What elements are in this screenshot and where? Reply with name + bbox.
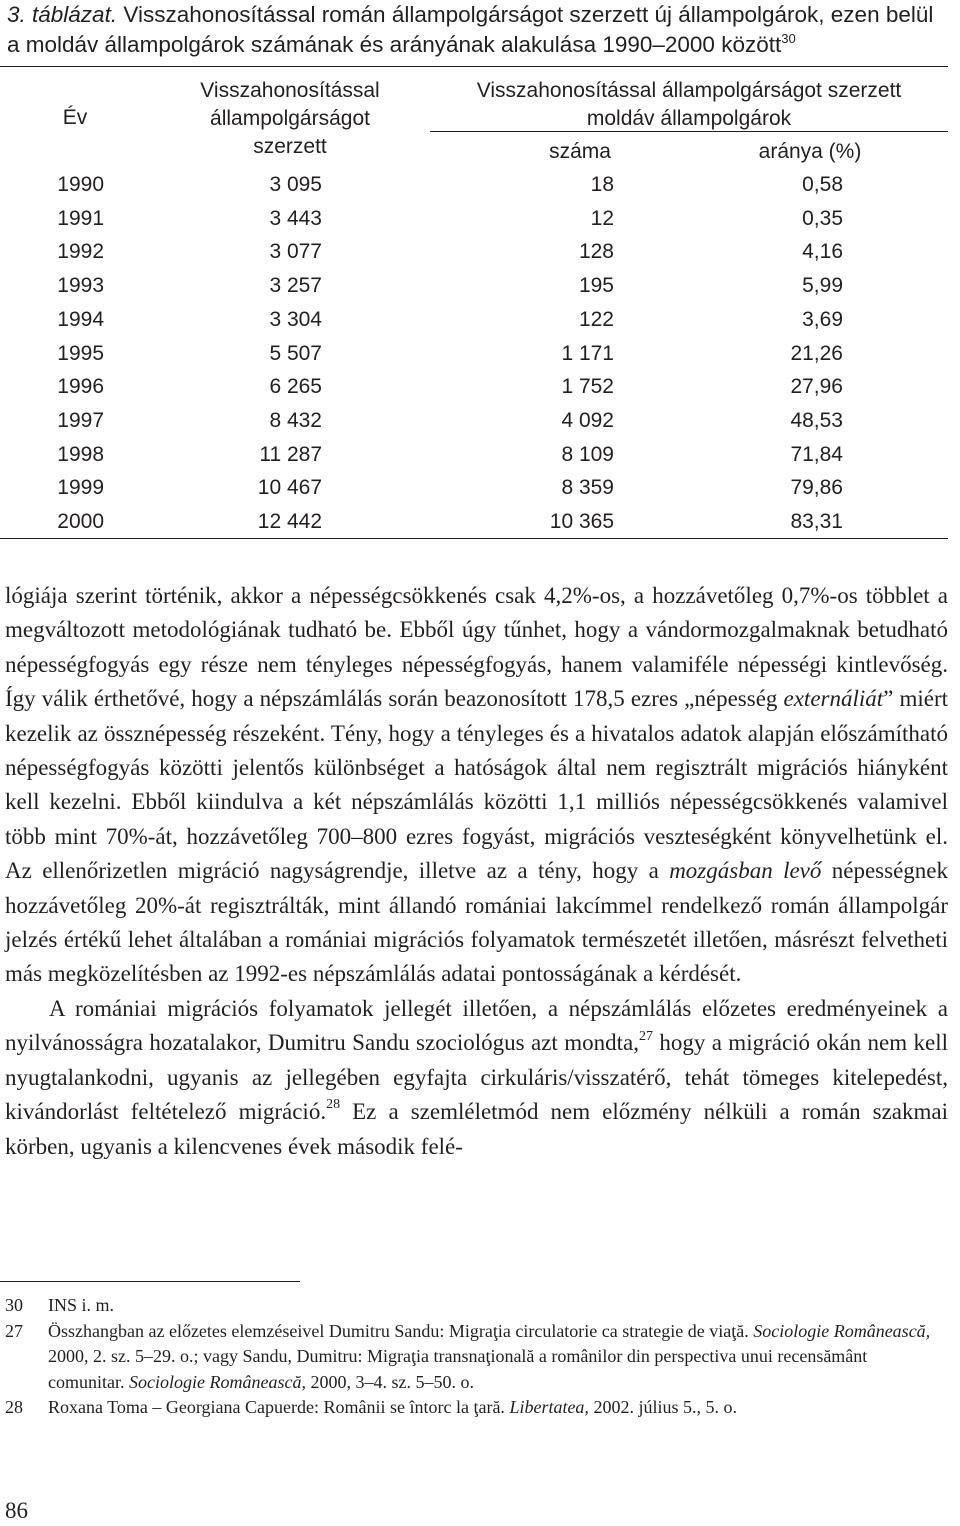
footnote-italic: Libertatea, <box>509 1397 589 1417</box>
cell-year: 1997 <box>57 408 104 432</box>
cell-year: 1999 <box>57 476 104 500</box>
table-row <box>0 370 948 404</box>
p1-italic-1: externáliát <box>783 686 884 712</box>
cell-total: 3 257 <box>269 274 322 298</box>
p1-text-a: lógiája szerint történik, akkor a népességcsökkenés csak 4,2%-os, a hozzávetőleg 0,7%-os többlet a megváltozott metodológiának tudható be. Ebből úgy tűnhet, hogy a vándormozgalmaknak betudható népességfogyás egy része nem tényleges népességfogyás, hanem valamiféle népességi kintlevőség. Így válik érthetővé, hogy a népszámlálás során beazonosított 178,5 ezres „népesség <box>5 583 948 712</box>
p2-text-a: A romániai migrációs folyamatok jellegét illetően, a népszámlálás előzetes eredményeinek a nyilvánosságra hozatalakor, Dumitru Sandu szociológus azt mondta, <box>5 995 948 1056</box>
cell-count: 4 092 <box>561 408 614 432</box>
table-row <box>0 303 948 337</box>
cell-total: 3 077 <box>269 240 322 264</box>
header-moldova-line2: moldáv állampolgárok <box>586 107 792 130</box>
page-number: 86 <box>5 1498 28 1523</box>
paragraph-1 <box>5 579 948 992</box>
footnote-27 <box>0 1319 948 1396</box>
footnotes <box>0 1293 948 1421</box>
cell-share: 5,99 <box>802 274 843 298</box>
cell-share: 0,58 <box>802 173 843 196</box>
cell-year: 1995 <box>57 341 104 365</box>
body-text <box>5 579 948 1164</box>
cell-total: 3 443 <box>269 206 322 230</box>
cell-share: 21,26 <box>790 341 843 365</box>
footnote-text: Roxana Toma – Georgiana Capuerde: Românii se întorc la ţară. <box>48 1397 510 1417</box>
cell-year: 1994 <box>57 307 104 331</box>
footnote-number: 28 <box>5 1397 23 1417</box>
table-row <box>0 168 948 202</box>
table-row <box>0 505 948 539</box>
cell-total: 6 265 <box>269 375 322 399</box>
cell-count: 122 <box>578 307 614 331</box>
cell-year: 1993 <box>57 274 104 298</box>
p2-footnote-ref-1: 27 <box>638 1028 653 1044</box>
cell-share: 27,96 <box>790 375 843 399</box>
cell-count: 12 <box>590 206 614 230</box>
cell-share: 71,84 <box>790 442 843 466</box>
header-total-line3: szerzett <box>253 135 327 158</box>
p1-text-c: népességnek hozzávetőleg 20%-át regisztrálták, mint állandó romániai lakcímmel rendelkező román állampolgár jelzés értékű lehet általában a romániai migrációs folyamatok természetét illetően, másrészt felvetheti más megközelítésben az 1992-es népszámlálás adatai pontosságának a kérdését. <box>5 858 948 987</box>
caption-text: Visszahonosítással román állampolgárságot szerzett új állampolgárok, ezen belül a moldáv állampolgárok számának és arányának alakulása 1990–2000 között <box>7 2 934 57</box>
footnote-italic: Sociologie Românească, <box>128 1371 306 1392</box>
table-row <box>0 202 948 236</box>
cell-total: 3 095 <box>269 173 322 196</box>
cell-count: 195 <box>578 274 614 298</box>
header-total-line1: Visszahonosítással <box>200 79 380 102</box>
footnote-text: 2000, 3–4. sz. 5–50. o. <box>305 1371 474 1392</box>
p1-text-b: ” miért kezelik az össznépesség részeként. Tény, hogy a tényleges és a hivatalos adatok alapján előszámítható népességfogyás közötti jelentős különbséget a hatóságok által nem regisztrált migrációs hiányként kell kezelni. Ebből kiindulva a két népszámlálás közötti 1,1 milliós népességcsökkenés valamivel több mint 70%-át, hozzávetőleg 700–800 ezres fogyást, migrációs veszteségként könyvelhetünk el. Az ellenőrizetlen migráció nagyságrendje, illetve az a tény, hogy a <box>5 686 948 884</box>
cell-year: 1998 <box>57 442 104 466</box>
table-row <box>0 438 948 472</box>
cell-year: 1996 <box>57 375 104 399</box>
cell-total: 3 304 <box>269 307 322 331</box>
footnote-text: INS i. m. <box>48 1295 115 1315</box>
footnote-number: 27 <box>5 1320 23 1341</box>
footnote-italic: Sociologie Românească, <box>753 1320 931 1341</box>
p2-text-c: Ez a szemléletmód nem előzmény nélküli a román szakmai körben, ugyanis a kilencvenes évek második felé- <box>5 1099 948 1159</box>
paragraph-2 <box>5 992 948 1164</box>
table-row <box>0 337 948 371</box>
footnote-text: 2000, 2. sz. 5–29. o.; vagy Sandu, Dumitru: Migraţia transnaţională a românilor din perspectiva unui recensământ comunitar. <box>48 1346 868 1392</box>
footnote-text: Összhangban az előzetes elemzéseivel Dumitru Sandu: Migraţia circulatorie ca strategie de viaţă. <box>48 1320 754 1341</box>
cell-count: 1 171 <box>561 341 614 365</box>
p1-italic-2: mozgásban levő <box>669 858 822 884</box>
table-row <box>0 269 948 303</box>
header-moldova <box>430 77 948 133</box>
cell-count: 10 365 <box>549 510 614 533</box>
cell-year: 1991 <box>57 206 104 230</box>
cell-count: 8 359 <box>561 476 614 500</box>
cell-total: 10 467 <box>257 476 322 500</box>
header-total <box>180 77 400 161</box>
cell-count: 128 <box>578 240 614 264</box>
cell-share: 0,35 <box>802 206 843 230</box>
p2-text-b: hogy a migráció okán nem kell nyugtalankodni, ugyanis az jellegében egyfajta cirkuláris/visszatérő, tehát tömeges kitelepedést, kivándorlást feltételező migráció. <box>5 1030 948 1125</box>
table-row <box>0 404 948 438</box>
caption-label: 3. táblázat. <box>7 2 118 27</box>
cell-share: 48,53 <box>790 408 843 432</box>
footnote-28 <box>0 1395 948 1421</box>
header-share: aránya (%) <box>758 140 862 163</box>
cell-total: 12 442 <box>257 510 322 533</box>
p2-footnote-ref-2: 28 <box>326 1097 341 1113</box>
cell-year: 2000 <box>57 510 104 533</box>
header-total-line2: állampolgárságot <box>210 107 370 130</box>
cell-count: 1 752 <box>561 375 614 399</box>
cell-share: 83,31 <box>790 510 843 533</box>
cell-total: 5 507 <box>269 341 322 365</box>
footnote-30 <box>0 1293 948 1319</box>
footnote-text: 2002. július 5., 5. o. <box>588 1397 737 1417</box>
table-row <box>0 471 948 505</box>
cell-share: 79,86 <box>790 476 843 500</box>
table-top-rule <box>0 66 948 67</box>
table-caption <box>7 0 952 60</box>
cell-total: 11 287 <box>259 442 322 466</box>
cell-total: 8 432 <box>269 408 322 432</box>
header-year: Év <box>62 106 88 129</box>
cell-share: 4,16 <box>802 240 843 264</box>
header-moldova-line1: Visszahonosítással állampolgárságot szerzett <box>476 79 902 102</box>
cell-count: 18 <box>590 173 614 196</box>
cell-year: 1992 <box>57 240 104 264</box>
cell-share: 3,69 <box>802 307 843 331</box>
footnote-rule <box>0 1281 300 1282</box>
cell-year: 1990 <box>57 173 104 196</box>
footnote-number: 30 <box>5 1295 23 1315</box>
table-row <box>0 235 948 269</box>
caption-footnote-ref: 30 <box>781 30 796 46</box>
header-count: száma <box>549 140 611 163</box>
cell-count: 8 109 <box>561 442 614 466</box>
